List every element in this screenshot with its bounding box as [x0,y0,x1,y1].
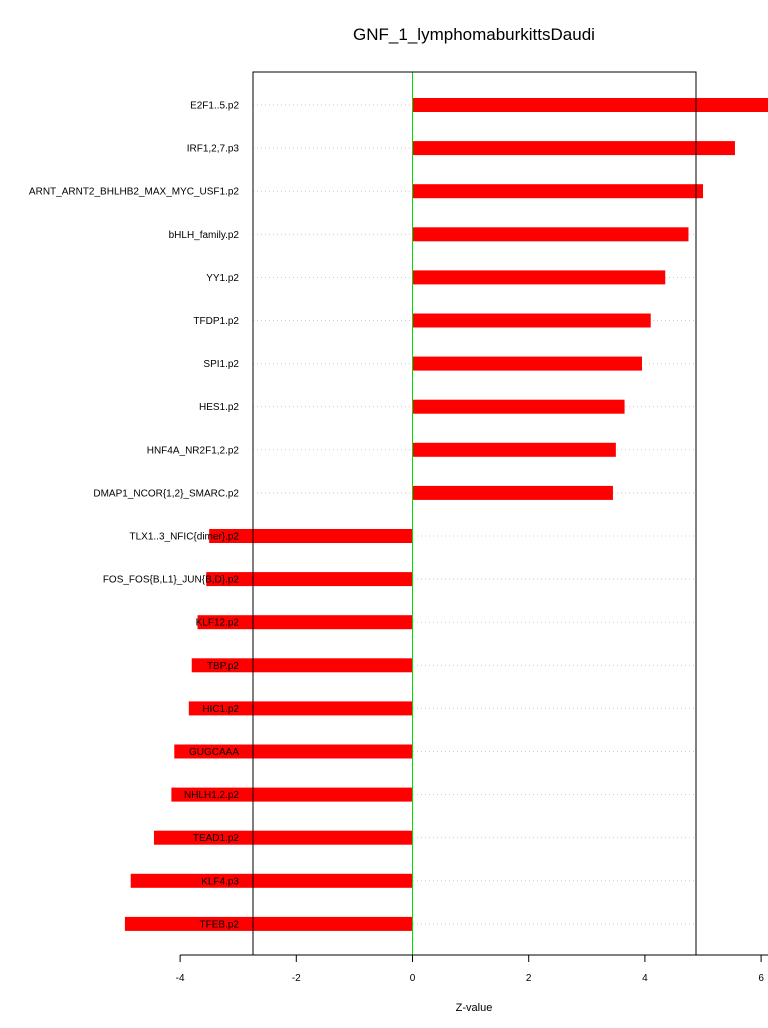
x-tick-label: 4 [642,973,648,984]
bar-9 [413,486,613,500]
bar-10 [209,529,412,543]
category-label: TFDP1.p2 [193,316,239,327]
category-label: KLF12.p2 [195,617,239,629]
bars [125,98,768,931]
category-label: TLX1..3_NFIC{dimer}.p2 [129,531,239,543]
category-label: FOS_FOS{B,L1}_JUN{B,D}.p2 [102,574,239,586]
category-label: GUGCAAA [188,747,239,758]
bar-6 [413,357,642,371]
bar-3 [413,227,689,241]
category-label: ARNT_ARNT2_BHLHB2_MAX_MYC_USF1.p2 [28,186,239,198]
x-axis-label: Z-value [455,1002,493,1014]
x-tick-label: 2 [525,973,532,984]
x-tick-label: 0 [409,973,416,984]
category-label: KLF4.p3 [201,876,239,888]
category-labels [29,101,240,931]
x-tick-label: 6 [758,973,764,984]
bar-2 [413,184,704,198]
bar-4 [413,270,666,284]
x-axis [176,955,768,984]
bar-0 [413,98,768,112]
bar-8 [413,443,616,457]
category-label: DMAP1_NCOR{1,2}_SMARC.p2 [93,488,239,500]
chart-title: GNF_1_lymphomaburkittsDaudi [353,25,595,44]
category-label: E2F1..5.p2 [190,100,239,112]
x-tick-label: -2 [291,973,301,984]
bar-1 [413,141,735,155]
category-label: TBP.p2 [206,660,239,672]
category-label: SPI1.p2 [203,359,239,371]
bar-19 [125,917,413,931]
category-label: bHLH_family.p2 [168,229,239,241]
plot-frame [253,72,696,955]
category-label: YY1.p2 [206,272,239,284]
bar-7 [413,400,625,414]
x-tick-label: -4 [175,973,185,984]
bar-18 [131,874,413,888]
category-label: HNF4A_NR2F1,2.p2 [146,445,239,457]
category-label: NHLH1,2.p2 [183,790,239,802]
category-label: TFEB.p2 [199,919,239,931]
category-label: IRF1,2,7.p3 [186,143,239,155]
category-label: HIC1.p2 [202,703,239,715]
category-label: TEAD1.p2 [192,833,239,845]
bar-5 [413,314,651,328]
category-label: HES1.p2 [198,402,239,414]
